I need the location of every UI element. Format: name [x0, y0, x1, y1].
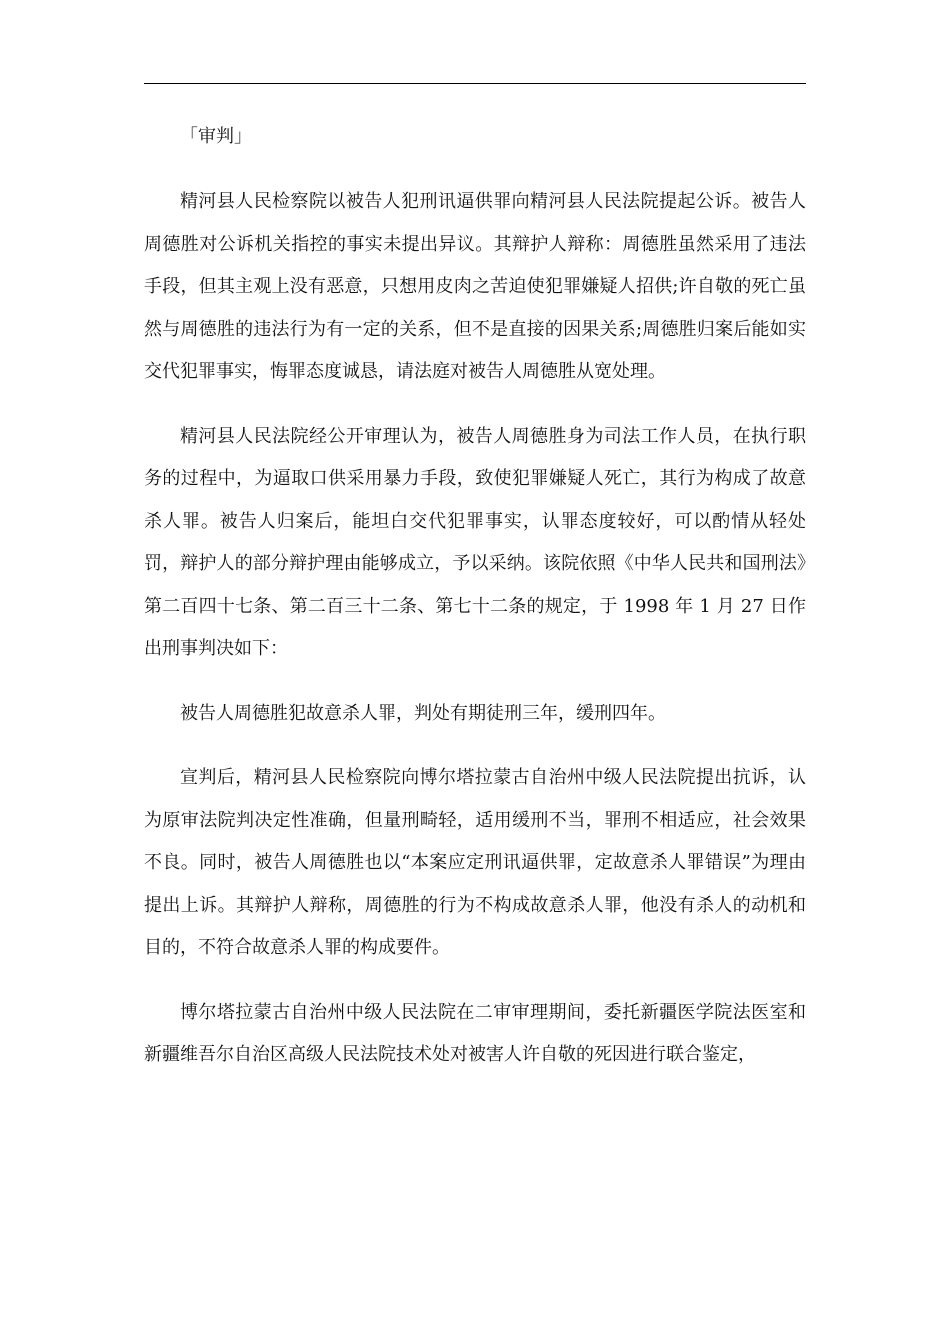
header-rule [144, 83, 806, 84]
paragraph-second-instance: 博尔塔拉蒙古自治州中级人民法院在二审审理期间，委托新疆医学院法医室和新疆维吾尔自治区高级人民法院技术处对被害人许自敬的死因进行联合鉴定， [144, 1001, 806, 1065]
paragraph-verdict: 被告人周德胜犯故意杀人罪，判处有期徒刑三年，缓刑四年。 [180, 702, 666, 724]
section-heading: 「审判」 [180, 126, 252, 147]
paragraph-indictment: 精河县人民检察院以被告人犯刑讯逼供罪向精河县人民法院提起公诉。被告人周德胜对公诉机关指控的事实未提出异议。其辩护人辩称：周德胜虽然采用了违法手段，但其主观上没有恶意，只想用皮肉之苦迫使犯罪嫌疑人招供;许自敬的死亡虽然与周德胜的违法行为有一定的关系，但不是直接的因果关系;周德胜归案后能如实交代犯罪事实，悔罪态度诚恳，请法庭对被告人周德胜从宽处理。 [144, 191, 806, 382]
document-body [144, 117, 806, 1099]
paragraph-appeal: 宣判后，精河县人民检察院向博尔塔拉蒙古自治州中级人民法院提出抗诉，认为原审法院判决定性准确，但量刑畸轻，适用缓刑不当，罪刑不相适应，社会效果不良。同时，被告人周德胜也以“本案应定刑讯逼供罪，定故意杀人罪错误”为理由提出上诉。其辩护人辩称，周德胜的行为不构成故意杀人罪，他没有杀人的动机和目的，不符合故意杀人罪的构成要件。 [144, 767, 806, 958]
paragraph-first-instance: 精河县人民法院经公开审理认为，被告人周德胜身为司法工作人员，在执行职务的过程中，为逼取口供采用暴力手段，致使犯罪嫌疑人死亡，其行为构成了故意杀人罪。被告人归案后，能坦白交代犯罪事实，认罪态度较好，可以酌情从轻处罚，辩护人的部分辩护理由能够成立，予以采纳。该院依照《中华人民共和国刑法》第二百四十七条、第二百三十二条、第七十二条的规定，于 1998 年 1 月 27 日作出刑事判决如下： [144, 425, 806, 659]
